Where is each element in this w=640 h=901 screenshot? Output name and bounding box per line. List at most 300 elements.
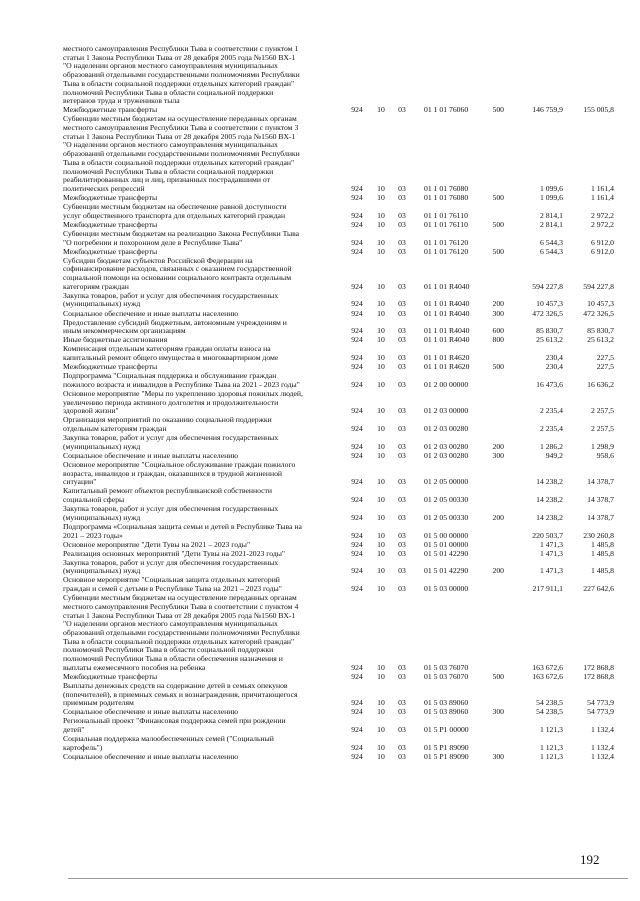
amount-year-1: 1 121,3 [539,751,563,761]
description-line: Межбюджетные трансферты [63,672,158,681]
amount-year-2: 172 868,8 [583,671,614,681]
target-article-code: 01 1 01 76080 [424,192,469,202]
description-line: (муниципальных) нужд [63,300,141,309]
target-article-code: 01 2 03 00000 [424,406,469,416]
section-code: 10 [377,698,385,708]
description-line: Тыва в области социальной поддержки отдельных категорий граждан" [63,79,295,88]
amount-year-2: 14 378,7 [587,477,614,487]
section-code: 10 [377,495,385,505]
expense-type-code: 300 [492,751,504,761]
table-row [0,416,640,433]
amount-year-2: 1 132,4 [590,725,614,735]
table-row [0,523,640,540]
table-row [0,372,640,389]
target-article-code: 01 5 P1 89090 [424,751,469,761]
description-line: увеличению периода активного долголетия и продолжительности [63,398,279,407]
expense-type-code: 500 [492,219,504,229]
subsection-code: 03 [398,183,406,193]
target-article-code: 01 1 01 R4040 [424,326,470,336]
amount-year-2: 14 378,7 [587,512,614,522]
subsection-code: 03 [398,308,406,318]
description-line: Основное мероприятие "Дети Тувы на 2021 – 2023 годы" [63,540,251,549]
section-code: 10 [377,548,385,558]
description-line: 2021 – 2023 годы» [63,531,123,540]
amount-year-1: 25 613,2 [536,335,563,345]
row-description [63,363,328,372]
expense-type-code: 600 [492,326,504,336]
expense-type-code: 500 [492,105,504,115]
description-line: Социальная поддержка малообеспеченных семей ("Социальный [63,735,274,744]
amount-year-1: 1 099,6 [539,192,563,202]
description-line: Подпрограмма «Социальная защита семьи и детей в Республике Тыва на [63,522,302,531]
description-line: Тыва в области социальной поддержки отдельных категорий граждан" [63,637,295,646]
amount-year-2: 14 378,7 [587,495,614,505]
grbs-code: 924 [351,326,363,336]
subsection-code: 03 [398,548,406,558]
target-article-code: 01 5 P1 89090 [424,742,469,752]
target-article-code: 01 2 03 00280 [424,450,469,460]
row-description [63,541,328,550]
section-code: 10 [377,308,385,318]
section-code: 10 [377,210,385,220]
description-line: Реализация основных мероприятий "Дети Тувы на 2021-2023 годы" [63,549,286,558]
table-row [0,203,640,220]
amount-year-1: 230,4 [545,353,563,363]
expense-type-code: 300 [492,450,504,460]
grbs-code: 924 [351,548,363,558]
grbs-code: 924 [351,566,363,576]
grbs-code: 924 [351,335,363,345]
description-line: иным некоммерческим организациям [63,327,186,336]
grbs-code: 924 [351,539,363,549]
description-line: Субвенции местным бюджетам на осуществление переданных органам [63,594,297,603]
subsection-code: 03 [398,299,406,309]
amount-year-2: 1 298,9 [590,441,614,451]
subsection-code: 03 [398,450,406,460]
description-line: Закупка товаров, работ и услуг для обеспечения государственных [63,434,279,443]
description-line: Межбюджетные трансферты [63,363,158,372]
table-row [0,115,640,193]
section-code: 10 [377,335,385,345]
row-description [63,434,328,451]
amount-year-2: 1 485,8 [590,548,614,558]
table-row [0,363,640,372]
amount-year-1: 2 235,4 [539,406,563,416]
description-line: образований отдельными государственными полномочиями Республики [63,629,300,638]
description-line: политических репрессий [63,184,145,193]
row-description [63,461,328,487]
description-line: Субсидии бюджетам субъектов Российской Федерации на [63,256,253,265]
row-description [63,319,328,336]
target-article-code: 01 1 01 R4040 [424,299,470,309]
grbs-code: 924 [351,477,363,487]
table-row [0,434,640,451]
table-row [0,708,640,717]
section-code: 10 [377,725,385,735]
grbs-code: 924 [351,406,363,416]
target-article-code: 01 2 05 00330 [424,495,469,505]
section-code: 10 [377,539,385,549]
amount-year-1: 1 471,3 [539,539,563,549]
row-description [63,203,328,220]
row-description [63,336,328,345]
target-article-code: 01 1 01 76110 [424,210,468,220]
subsection-code: 03 [398,335,406,345]
subsection-code: 03 [398,281,406,291]
target-article-code: 01 5 P1 00000 [424,725,469,735]
table-row [0,576,640,593]
subsection-code: 03 [398,530,406,540]
target-article-code: 01 5 01 42290 [424,566,469,576]
description-line: Субвенции местным бюджетам на реализацию Закона Республики Тыва [63,229,300,238]
subsection-code: 03 [398,192,406,202]
subsection-code: 03 [398,353,406,363]
section-code: 10 [377,299,385,309]
description-line: выплаты ежемесячного пособия на ребенка [63,663,206,672]
table-row [0,336,640,345]
description-line: софинансирование расходов, связанных с оказанием государственной [63,265,292,274]
amount-year-2: 472 326,5 [583,308,614,318]
description-line: "О наделении органов местного самоуправления муниципальных [63,141,278,150]
amount-year-1: 594 227,8 [532,281,563,291]
grbs-code: 924 [351,424,363,434]
row-description [63,230,328,247]
description-line: Основное мероприятие "Социальное обслуживание граждан пожилого [63,460,296,469]
section-code: 10 [377,751,385,761]
row-description [63,559,328,576]
section-code: 10 [377,326,385,336]
amount-year-2: 227 642,6 [583,584,614,594]
description-line: статьи 1 Закона Республики Тыва от 28 декабря 2005 года №1560 ВХ-1 [63,611,296,620]
target-article-code: 01 1 01 R4620 [424,353,470,363]
description-line: Региональный проект "Финансовая поддержка семей при рождении [63,717,286,726]
row-description [63,248,328,257]
expense-type-code: 300 [492,308,504,318]
section-code: 10 [377,246,385,256]
table-row [0,45,640,106]
grbs-code: 924 [351,671,363,681]
table-row [0,505,640,522]
description-line: статьи 1 Закона Республики Тыва от 28 декабря 2005 года №1560 ВХ-1 [63,132,296,141]
row-description [63,390,328,416]
description-line: Подпрограмма "Социальная поддержка и обслуживание граждан [63,372,277,381]
target-article-code: 01 5 00 00000 [424,530,469,540]
grbs-code: 924 [351,725,363,735]
description-line: Субвенции местным бюджетам на осуществление переданных органам [63,115,297,124]
grbs-code: 924 [351,281,363,291]
amount-year-1: 16 473,6 [536,379,563,389]
section-code: 10 [377,441,385,451]
subsection-code: 03 [398,219,406,229]
expense-type-code: 500 [492,362,504,372]
amount-year-2: 25 613,2 [587,335,614,345]
amount-year-1: 2 235,4 [539,424,563,434]
description-line: Социальное обеспечение и иные выплаты населению [63,708,239,717]
amount-year-2: 594 227,8 [583,281,614,291]
row-description [63,221,328,230]
table-row [0,673,640,682]
grbs-code: 924 [351,183,363,193]
table-row [0,452,640,461]
budget-table [0,45,640,762]
section-code: 10 [377,662,385,672]
amount-year-1: 230,4 [545,362,563,372]
amount-year-2: 958,6 [596,450,614,460]
subsection-code: 03 [398,379,406,389]
amount-year-1: 54 238,5 [536,707,563,717]
description-line: реабилитированных лиц и лиц, признанных пострадавшими от [63,176,270,185]
target-article-code: 01 1 01 76080 [424,183,469,193]
amount-year-1: 949,2 [545,450,563,460]
target-article-code: 01 5 03 00000 [424,584,469,594]
description-line: здоровой жизни" [63,407,119,416]
description-line: Выплаты денежных средств на содержание детей в семьях опекунов [63,681,288,690]
table-row [0,345,640,362]
description-line: статьи 1 Закона Республики Тыва от 28 декабря 2005 года №1560 ВХ-1 [63,53,296,62]
amount-year-2: 230 260,8 [583,530,614,540]
table-row [0,682,640,708]
expense-type-code: 800 [492,335,504,345]
subsection-code: 03 [398,246,406,256]
row-description [63,576,328,593]
subsection-code: 03 [398,539,406,549]
description-line: Социальное обеспечение и иные выплаты населению [63,451,239,460]
grbs-code: 924 [351,530,363,540]
amount-year-1: 1 121,3 [539,725,563,735]
amount-year-1: 472 326,5 [532,308,563,318]
grbs-code: 924 [351,662,363,672]
amount-year-2: 172 868,8 [583,662,614,672]
grbs-code: 924 [351,210,363,220]
amount-year-1: 146 759,9 [532,105,563,115]
section-code: 10 [377,219,385,229]
description-line: социальной сферы [63,496,125,505]
section-code: 10 [377,362,385,372]
amount-year-1: 1 121,3 [539,742,563,752]
description-line: полномочий Республики Тыва в области обеспечения назначения и [63,655,283,664]
section-code: 10 [377,379,385,389]
subsection-code: 03 [398,406,406,416]
target-article-code: 01 2 05 00000 [424,477,469,487]
description-line: Межбюджетные трансферты [63,220,158,229]
description-line: (муниципальных) нужд [63,567,141,576]
scan-edge-divider [68,878,628,879]
amount-year-1: 163 672,6 [532,671,563,681]
amount-year-1: 217 911,1 [532,584,563,594]
table-row [0,735,640,752]
table-row [0,717,640,734]
description-line: Межбюджетные трансферты [63,106,158,115]
grbs-code: 924 [351,219,363,229]
grbs-code: 924 [351,379,363,389]
table-row [0,550,640,559]
description-line: полномочий Республики Тыва в области социальной поддержки [63,167,274,176]
row-description [63,45,328,106]
amount-year-1: 1 471,3 [539,548,563,558]
description-line: Межбюджетные трансферты [63,193,158,202]
subsection-code: 03 [398,362,406,372]
subsection-code: 03 [398,210,406,220]
amount-year-2: 10 457,3 [587,299,614,309]
subsection-code: 03 [398,698,406,708]
amount-year-2: 54 773,9 [587,698,614,708]
description-line: Социальное обеспечение и иные выплаты населению [63,752,239,761]
table-row [0,248,640,257]
description-line: местного самоуправления Республики Тыва в соответствии с пунктом 1 [63,45,299,53]
description-line: "О погребении и похоронном деле в Республике Тыва" [63,238,243,247]
section-code: 10 [377,192,385,202]
row-description [63,505,328,522]
description-line: капитальный ремонт общего имущества в многоквартирном доме [63,354,279,363]
expense-type-code: 300 [492,707,504,717]
target-article-code: 01 2 05 00330 [424,512,469,522]
description-line: (муниципальных) нужд [63,442,141,451]
page-number: 192 [580,852,600,867]
grbs-code: 924 [351,495,363,505]
section-code: 10 [377,424,385,434]
description-line: полномочий Республики Тыва в области социальной поддержки [63,88,274,97]
description-line: Закупка товаров, работ и услуг для обеспечения государственных [63,505,279,514]
amount-year-2: 2 972,2 [590,210,614,220]
amount-year-2: 227,5 [596,362,614,372]
row-description [63,194,328,203]
section-code: 10 [377,353,385,363]
expense-type-code: 200 [492,566,504,576]
row-description [63,257,328,292]
description-line: "О наделении органов местного самоуправления муниципальных [63,620,278,629]
section-code: 10 [377,512,385,522]
description-line: Компенсация отдельным категориям граждан оплаты взноса на [63,345,271,354]
subsection-code: 03 [398,751,406,761]
section-code: 10 [377,406,385,416]
amount-year-2: 1 485,8 [590,539,614,549]
subsection-code: 03 [398,725,406,735]
subsection-code: 03 [398,566,406,576]
amount-year-2: 6 912,0 [590,237,614,247]
grbs-code: 924 [351,450,363,460]
grbs-code: 924 [351,751,363,761]
row-description [63,708,328,717]
row-description [63,735,328,752]
amount-year-1: 6 544,3 [539,246,563,256]
amount-year-1: 220 503,7 [532,530,563,540]
row-description [63,682,328,708]
description-line: местного самоуправления Республики Тыва в соответствии с пунктом 4 [63,602,299,611]
amount-year-1: 2 814,1 [539,219,563,229]
amount-year-1: 14 238,2 [536,477,563,487]
grbs-code: 924 [351,299,363,309]
amount-year-2: 2 257,5 [590,406,614,416]
description-line: категориям граждан [63,282,129,291]
amount-year-2: 54 773,9 [587,707,614,717]
description-line: отдельным категориям граждан [63,425,167,434]
row-description [63,523,328,540]
description-line: полномочий Республики Тыва в области социальной поддержки [63,646,274,655]
row-description [63,106,328,115]
description-line: Иные бюджетные ассигнования [63,336,168,345]
section-code: 10 [377,584,385,594]
target-article-code: 01 5 01 00000 [424,539,469,549]
description-line: Закупка товаров, работ и услуг для обеспечения государственных [63,558,279,567]
description-line: пожилого возраста и инвалидов в Республике Тыва на 2021 - 2023 годы" [63,380,300,389]
grbs-code: 924 [351,584,363,594]
description-line: услуг общественного транспорта для отдельных категорий граждан [63,211,286,220]
section-code: 10 [377,237,385,247]
description-line: приемным родителям [63,699,134,708]
grbs-code: 924 [351,105,363,115]
description-line: Предоставление субсидий бюджетным, автономным учреждениям и [63,318,287,327]
description-line: образований отдельными государственными полномочиями Республики [63,71,300,80]
amount-year-1: 1 286,2 [539,441,563,451]
description-line: (попечителей), в приемных семьях и вознаграждения, причитающегося [63,690,298,699]
row-description [63,753,328,762]
description-line: (муниципальных) нужд [63,513,141,522]
section-code: 10 [377,105,385,115]
amount-year-2: 1 161,4 [590,183,614,193]
section-code: 10 [377,183,385,193]
target-article-code: 01 5 01 42290 [424,548,469,558]
description-line: ветеранов труда и тружеников тыла [63,97,180,106]
expense-type-code: 500 [492,192,504,202]
section-code: 10 [377,530,385,540]
table-row [0,106,640,115]
section-code: 10 [377,477,385,487]
amount-year-2: 1 132,4 [590,742,614,752]
description-line: Закупка товаров, работ и услуг для обеспечения государственных [63,291,279,300]
section-code: 10 [377,671,385,681]
target-article-code: 01 5 03 76070 [424,671,469,681]
row-description [63,550,328,559]
target-article-code: 01 5 03 89060 [424,698,469,708]
subsection-code: 03 [398,237,406,247]
row-description [63,372,328,389]
row-description [63,594,328,672]
subsection-code: 03 [398,671,406,681]
grbs-code: 924 [351,308,363,318]
description-line: Социальное обеспечение и иные выплаты населению [63,309,239,318]
target-article-code: 01 1 01 76120 [424,246,469,256]
description-line: Капитальный ремонт объектов республиканской собственности [63,487,273,496]
description-line: Субвенции местным бюджетам на обеспечение равной доступности [63,203,287,212]
amount-year-2: 1 132,4 [590,751,614,761]
target-article-code: 01 1 01 R4040 [424,308,470,318]
amount-year-1: 14 238,2 [536,495,563,505]
description-line: возраста, инвалидов и граждан, оказавшихся в трудной жизненной [63,469,283,478]
target-article-code: 01 1 01 R4620 [424,362,470,372]
table-row [0,319,640,336]
amount-year-1: 6 544,3 [539,237,563,247]
expense-type-code: 500 [492,671,504,681]
amount-year-2: 16 636,2 [587,379,614,389]
table-row [0,753,640,762]
grbs-code: 924 [351,742,363,752]
amount-year-1: 85 830,7 [536,326,563,336]
description-line: ситуации" [63,478,97,487]
row-description [63,345,328,362]
target-article-code: 01 1 01 76120 [424,237,469,247]
section-code: 10 [377,707,385,717]
target-article-code: 01 1 01 76110 [424,219,468,229]
grbs-code: 924 [351,512,363,522]
section-code: 10 [377,742,385,752]
description-line: детей" [63,726,85,735]
target-article-code: 01 2 03 00280 [424,424,469,434]
subsection-code: 03 [398,662,406,672]
table-row [0,230,640,247]
amount-year-1: 163 672,6 [532,662,563,672]
amount-year-1: 1 099,6 [539,183,563,193]
row-description [63,673,328,682]
